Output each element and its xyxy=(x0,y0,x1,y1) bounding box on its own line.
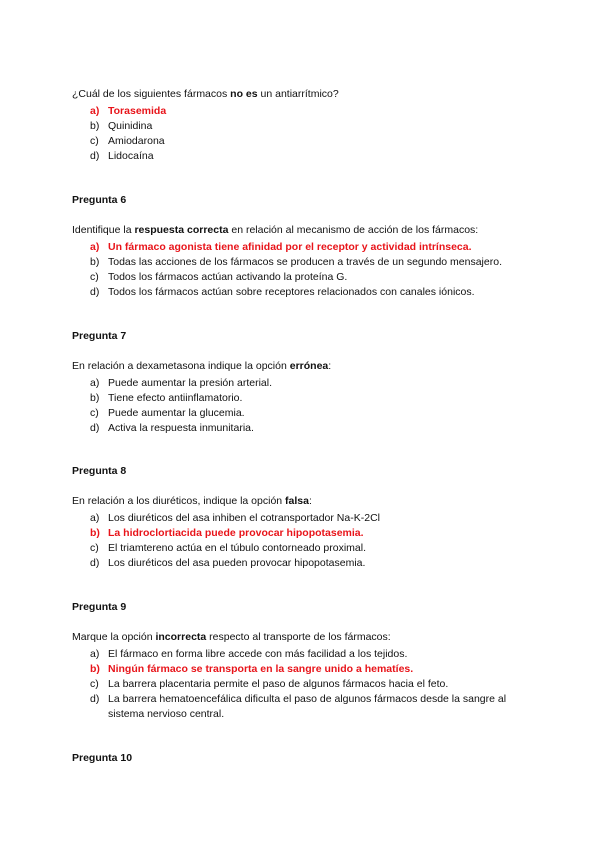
option-d: d) Lidocaína xyxy=(90,150,154,162)
question-stem: Marque la opción incorrecta respecto al transporte de los fármacos: xyxy=(72,631,391,643)
question-6 xyxy=(72,194,542,300)
option-b: b) Todas las acciones de los fármacos se producen a través de un segundo mensajero. xyxy=(90,256,502,268)
options-list xyxy=(72,104,542,164)
option-c: c) El triamtereno actúa en el túbulo contorneado proximal. xyxy=(90,542,366,554)
option-d: d) Activa la respuesta inmunitaria. xyxy=(90,422,254,434)
question-stem: En relación a dexametasona indique la opción errónea: xyxy=(72,360,332,372)
option-a: a) El fármaco en forma libre accede con más facilidad a los tejidos. xyxy=(90,648,408,660)
question-heading: Pregunta 6 xyxy=(72,194,127,206)
option-c: c) Puede aumentar la glucemia. xyxy=(90,407,245,419)
option-d: d) Todos los fármacos actúan sobre receptores relacionados con canales iónicos. xyxy=(90,286,475,298)
options-list xyxy=(72,376,542,436)
question-heading: Pregunta 8 xyxy=(72,465,127,477)
question-stem: En relación a los diuréticos, indique la opción falsa: xyxy=(72,495,312,507)
option-b-correct: b) Ningún fármaco se transporta en la sangre unido a hematíes. xyxy=(90,663,414,675)
option-d: d) Los diuréticos del asa pueden provocar hipopotasemia. xyxy=(90,557,366,569)
question-9 xyxy=(72,601,542,722)
question-stem: ¿Cuál de los siguientes fármacos no es un antiarrítmico? xyxy=(72,88,339,100)
options-list xyxy=(72,511,542,571)
options-list xyxy=(72,647,542,722)
option-c: c) La barrera placentaria permite el paso de algunos fármacos hacia el feto. xyxy=(90,678,449,690)
question-10 xyxy=(72,752,542,781)
question-5 xyxy=(72,87,542,164)
option-a: a) Puede aumentar la presión arterial. xyxy=(90,377,273,389)
question-stem: Identifique la respuesta correcta en relación al mecanismo de acción de los fármacos: xyxy=(72,224,479,236)
option-c: c) Todos los fármacos actúan activando la proteína G. xyxy=(90,271,348,283)
options-list xyxy=(72,240,542,300)
option-a-correct: a) Torasemida xyxy=(90,105,167,117)
option-d: d) La barrera hematoencefálica dificulta el paso de algunos fármacos desde la sangre al sistema nervioso central. xyxy=(90,693,507,720)
question-heading: Pregunta 10 xyxy=(72,752,133,764)
question-7 xyxy=(72,330,542,436)
option-b-correct: b) La hidroclortiacida puede provocar hipopotasemia. xyxy=(90,527,364,539)
question-heading: Pregunta 7 xyxy=(72,330,127,342)
option-c: c) Amiodarona xyxy=(90,135,165,147)
option-a-correct: a) Un fármaco agonista tiene afinidad por el receptor y actividad intrínseca. xyxy=(90,241,472,253)
question-heading: Pregunta 9 xyxy=(72,601,127,613)
option-b: b) Quinidina xyxy=(90,120,153,132)
question-8 xyxy=(72,465,542,571)
option-b: b) Tiene efecto antiinflamatorio. xyxy=(90,392,243,404)
option-a: a) Los diuréticos del asa inhiben el cotransportador Na-K-2Cl xyxy=(90,512,380,524)
